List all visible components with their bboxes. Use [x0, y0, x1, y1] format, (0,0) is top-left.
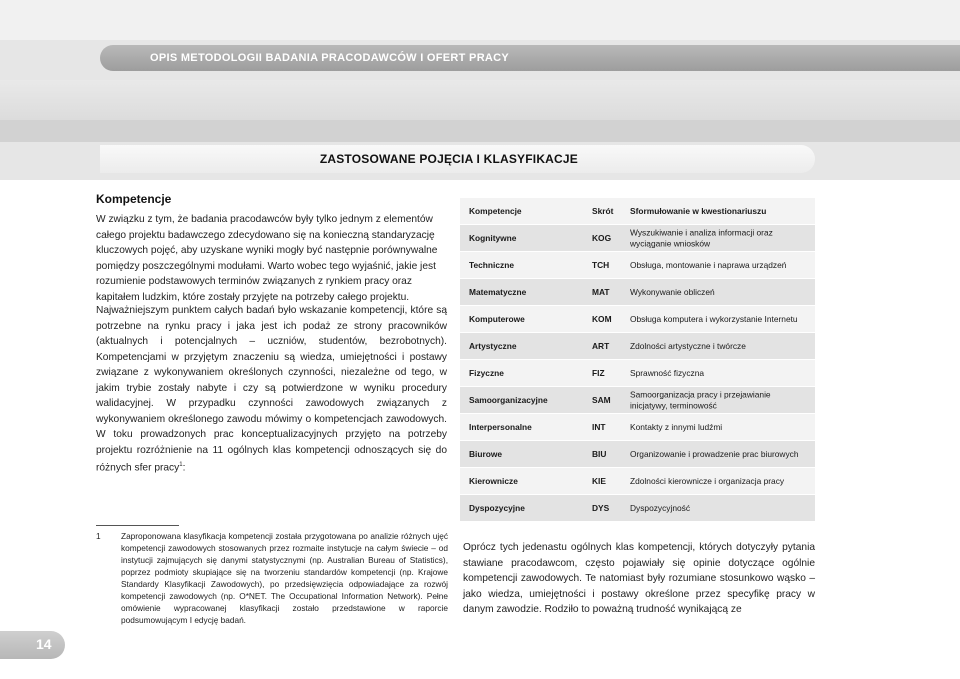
footnote-text: Zaproponowana klasyfikacja kompetencji została przygotowana po analizie różnych ujęć kompetencji zawodowych stosowanych przez rozmaite instytucje na całym świecie – od instytucji zajmujących się danymi statystycznymi (np. Australian Bureau of Statistics), poprzez podmioty skupiające się na tworzeniu standardów kompetencji (np. Krajowe Standardy Klasyfikacji Zawodowych), po przedsięwzięcia odpowiadające za rozwój kompetencji zawodowych (np. O*NET. The Occupational Information Network). Pełne omówienie wypracowanej klasyfikacji zostało przedstawione w raporcie podsumowującym I edycję badań.	[121, 531, 448, 625]
column-header-abbreviation: Skrót	[592, 206, 614, 216]
competence-code: KOG	[592, 233, 612, 243]
table-row	[460, 468, 815, 495]
competence-wording: Zdolności kierownicze i organizacja pracy	[630, 475, 785, 486]
competence-name: Kognitywne	[469, 233, 517, 243]
table-header-row	[460, 198, 815, 225]
competence-name: Samoorganizacyjne	[469, 395, 548, 405]
competence-code: KOM	[592, 314, 612, 324]
competence-name: Biurowe	[469, 449, 503, 459]
competence-name: Kierownicze	[469, 476, 518, 486]
competence-wording: Obsługa, montowanie i naprawa urządzeń	[630, 259, 787, 270]
page-number-tab	[0, 631, 65, 659]
competence-wording: Sprawność fizyczna	[630, 367, 705, 378]
competence-name: Komputerowe	[469, 314, 525, 324]
competence-name: Interpersonalne	[469, 422, 532, 432]
competence-name: Fizyczne	[469, 368, 504, 378]
competence-code: BIU	[592, 449, 607, 459]
competence-wording: Zdolności artystyczne i twórcze	[630, 340, 746, 351]
background-band-middle	[0, 80, 960, 120]
section-title: ZASTOSOWANE POJĘCIA I KLASYFIKACJE	[319, 152, 578, 166]
competence-code: KIE	[592, 476, 606, 486]
competencies-paragraph	[96, 303, 447, 476]
table-row	[460, 306, 815, 333]
competency-table	[460, 198, 815, 522]
table-row	[460, 414, 815, 441]
table-row	[460, 495, 815, 522]
running-header	[100, 45, 960, 71]
section-header	[100, 145, 815, 173]
competence-code: ART	[592, 341, 610, 351]
competence-name: Dyspozycyjne	[469, 503, 525, 513]
intro-paragraph: W związku z tym, że badania pracodawców były tylko jednym z elementów całego projektu badawczego zdecydowano się na konieczną standaryzację kluczowych pojęć, aby uzyskane wyniki mogły być następnie porównywalne pomiędzy poszczególnymi modułami. Warto wobec tego wyjaśnić, jakie jest rozumienie podstawowych terminów związanych z rynkiem pracy oraz kapitałem ludzkim, które zostały przyjęte na potrzeby całego projektu.	[96, 214, 438, 303]
competence-code: TCH	[592, 260, 610, 270]
competence-wording: Obsługa komputera i wykorzystanie Internetu	[630, 313, 798, 324]
competence-code: DYS	[592, 503, 610, 513]
competence-code: FIZ	[592, 368, 605, 378]
column-header-competence: Kompetencje	[469, 206, 522, 216]
competencies-paragraph-end: :	[182, 462, 186, 474]
competence-code: SAM	[592, 395, 611, 405]
competence-code: INT	[592, 422, 606, 432]
competence-name: Techniczne	[469, 260, 514, 270]
right-column-paragraph: Oprócz tych jedenastu ogólnych klas kompetencji, których dotyczyły pytania stawiane pracodawcom, często pojawiały się opinie dotyczące ogólnie kompetencji zawodowych. Te natomiast były rozumiane stosunkowo wąsko – jako wiedza, umiejętności i postawy określone przez specyfikę pracy w danym zawodzie. Rodziło to poważną trudność wynikającą ze	[463, 542, 815, 616]
competence-name: Matematyczne	[469, 287, 527, 297]
background-stripe	[0, 120, 960, 142]
competence-wording: Wykonywanie obliczeń	[630, 286, 715, 297]
competencies-paragraph-text: Najważniejszym punktem całych badań było wskazanie kompetencji, które są potrzebne na rynku pracy i jaka jest ich podaż ze strony pracowników (aktualnych i potencjalnych – uczniów, studentów, bezrobotnych). Kompetencjami w przyjętym znaczeniu są wiedza, umiejętności i postawy związane z wykonywaniem określonych czynności, niezależne od tego, w jakim trybie zostały nabyte i czy są potwierdzone w wyniku procedury walidacyjnej. W przypadku czynności zawodowych związanych z wykonywaniem określonego zawodu mówimy o kompetencjach zawodowych. W toku prowadzonych prac konceptualizacyjnych przyjęto na potrzeby projektu rozróżnienie na 11 ogólnych klas kompetencji odnoszących się do różnych sfer pracy	[96, 305, 447, 474]
table-row	[460, 279, 815, 306]
competence-wording: Kontakty z innymi ludźmi	[630, 421, 723, 432]
page-number: 14	[36, 636, 52, 652]
table-row	[460, 333, 815, 360]
running-header-title: OPIS METODOLOGII BADANIA PRACODAWCÓW I OFERT PRACY	[150, 52, 510, 64]
competence-wording: Dyspozycyjność	[630, 502, 691, 513]
table-row	[460, 225, 815, 252]
table-row	[460, 360, 815, 387]
competence-wording: Organizowanie i prowadzenie prac biurowych	[630, 448, 799, 459]
column-header-wording: Sformułowanie w kwestionariuszu	[630, 205, 767, 216]
footnote-separator	[96, 525, 179, 526]
table-row	[460, 252, 815, 279]
background-band-top	[0, 0, 960, 40]
table-row	[460, 387, 815, 414]
footnote	[96, 530, 448, 626]
competence-name: Artystyczne	[469, 341, 517, 351]
competence-wording: Samoorganizacja pracy i przejawianie inicjatywy, terminowość	[630, 389, 771, 410]
competence-wording: Wyszukiwanie i analiza informacji oraz wyciąganie wniosków	[630, 227, 773, 248]
competence-code: MAT	[592, 287, 610, 297]
footnote-number: 1	[96, 531, 101, 541]
table-row	[460, 441, 815, 468]
footnote-reference[interactable]: 1	[179, 462, 183, 468]
subsection-heading: Kompetencje	[96, 192, 172, 206]
